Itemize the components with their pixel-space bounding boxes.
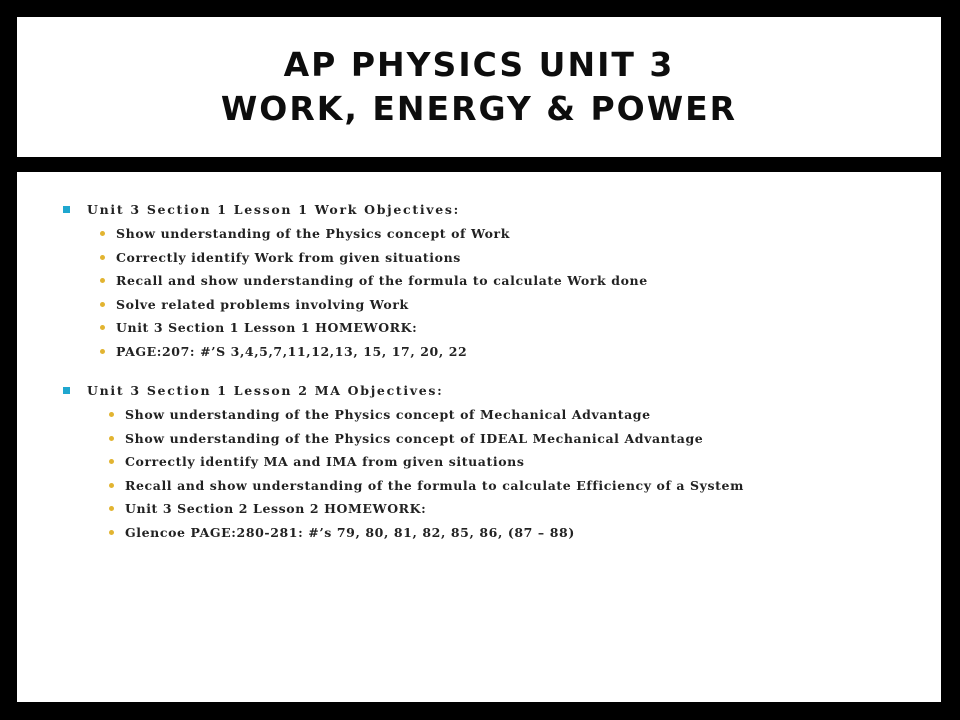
slide-title-line-2: WORK, ENERGY & POWER xyxy=(220,89,738,128)
dot-bullet-icon xyxy=(109,530,114,535)
dot-bullet-icon xyxy=(100,302,105,307)
dot-bullet-icon xyxy=(100,325,105,330)
list-item-text: Unit 3 Section 2 Lesson 2 HOMEWORK: xyxy=(125,501,427,516)
list-item xyxy=(63,450,744,474)
list-item-text: PAGE:207: #’S 3,4,5,7,11,12,13, 15, 17, 20, 22 xyxy=(116,343,468,359)
list-item-text: Show understanding of the Physics concept of IDEAL Mechanical Advantage xyxy=(125,430,704,446)
list-item xyxy=(63,474,744,498)
section-heading-text: Unit 3 Section 1 Lesson 1 Work Objectives: xyxy=(87,202,460,217)
list-item xyxy=(63,293,648,317)
dot-bullet-icon xyxy=(100,231,105,236)
objective-list xyxy=(63,222,648,363)
list-item-text: Recall and show understanding of the formula to calculate Work done xyxy=(116,273,648,288)
list-item-text: Correctly identify Work from given situations xyxy=(116,249,461,265)
objective-list xyxy=(63,403,744,544)
content-panel xyxy=(17,172,941,702)
list-item xyxy=(63,340,648,364)
list-item-text: Unit 3 Section 1 Lesson 1 HOMEWORK: xyxy=(116,320,418,335)
list-item-text: Solve related problems involving Work xyxy=(116,296,409,312)
title-panel xyxy=(17,17,941,157)
dot-bullet-icon xyxy=(109,506,114,511)
list-item-text: Show understanding of the Physics concept of Mechanical Advantage xyxy=(125,407,651,422)
square-bullet-icon xyxy=(63,387,70,394)
dot-bullet-icon xyxy=(100,278,105,283)
dot-bullet-icon xyxy=(100,255,105,260)
list-item xyxy=(63,521,744,545)
square-bullet-icon xyxy=(63,206,70,213)
dot-bullet-icon xyxy=(109,412,114,417)
section-lesson-2 xyxy=(63,379,744,544)
list-item xyxy=(63,403,744,427)
list-item-text: Show understanding of the Physics concept of Work xyxy=(116,226,510,241)
slide-title-line-1: AP PHYSICS UNIT 3 xyxy=(283,45,675,84)
list-item-text: Glencoe PAGE:280-281: #’s 79, 80, 81, 82, 85, 86, (87 – 88) xyxy=(125,524,575,540)
list-item xyxy=(63,269,648,293)
section-lesson-1 xyxy=(63,198,648,363)
dot-bullet-icon xyxy=(109,436,114,441)
list-item xyxy=(63,246,648,270)
dot-bullet-icon xyxy=(109,459,114,464)
list-item xyxy=(63,316,648,340)
section-heading xyxy=(63,379,744,403)
list-item-text: Recall and show understanding of the formula to calculate Efficiency of a System xyxy=(125,477,744,493)
dot-bullet-icon xyxy=(100,349,105,354)
list-item xyxy=(63,497,744,521)
list-item xyxy=(63,427,744,451)
list-item xyxy=(63,222,648,246)
list-item-text: Correctly identify MA and IMA from given situations xyxy=(125,454,525,469)
section-heading-text: Unit 3 Section 1 Lesson 2 MA Objectives: xyxy=(87,383,444,398)
section-heading xyxy=(63,198,648,222)
dot-bullet-icon xyxy=(109,483,114,488)
